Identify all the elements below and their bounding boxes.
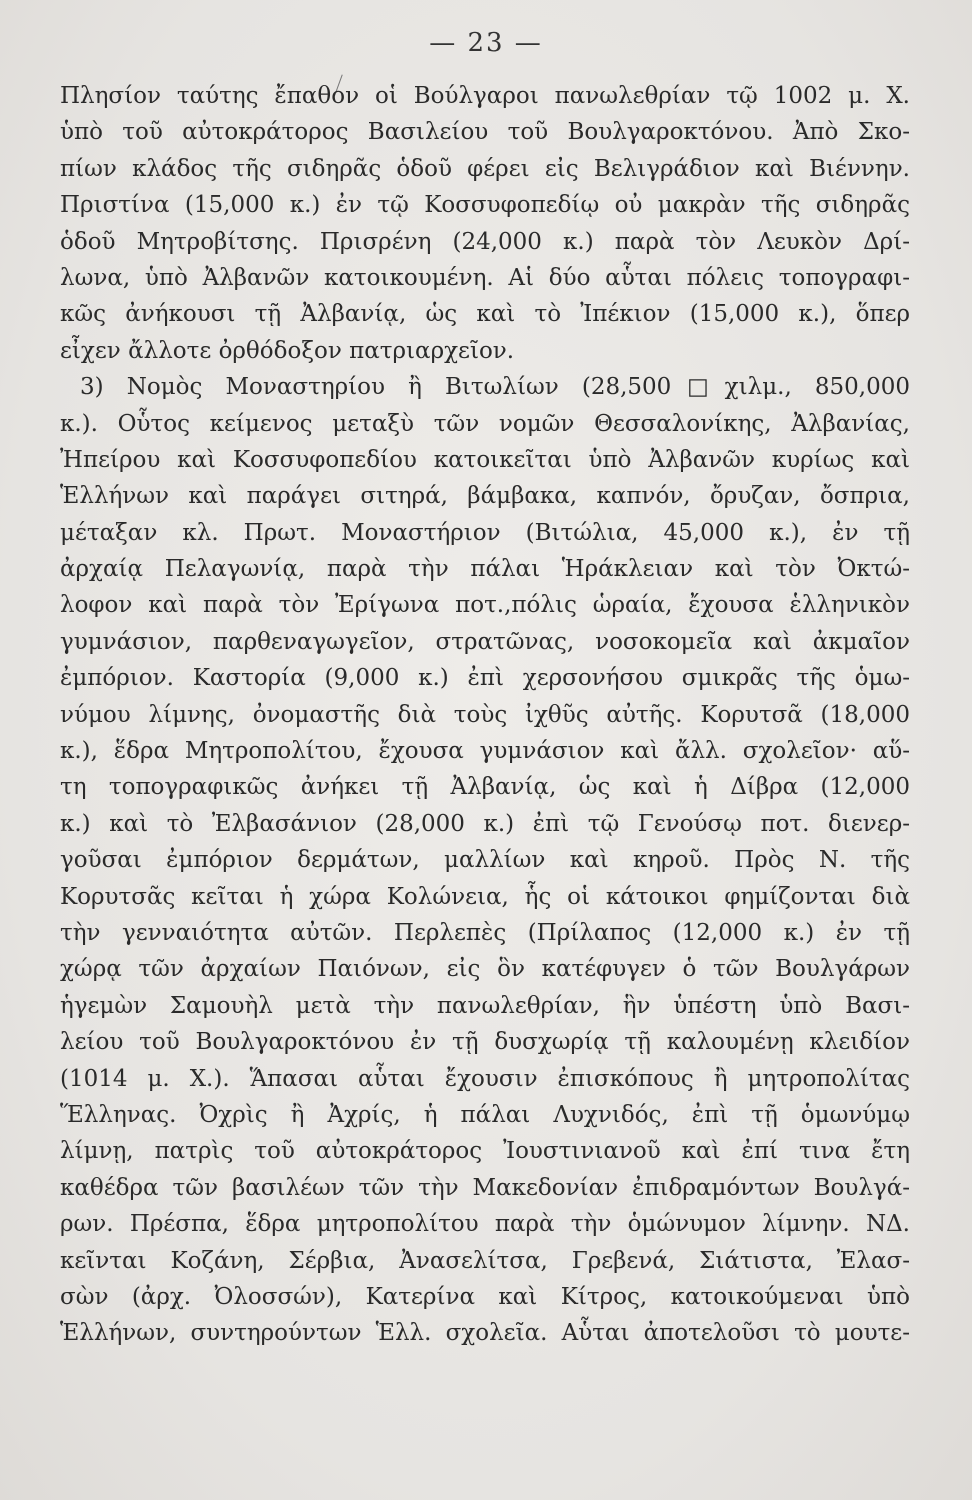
text-line: τη τοπογραφικῶς ἀνήκει τῇ Ἀλβανίᾳ, ὡς καὶ ἡ Δίβρα (12,000 [60, 774, 910, 801]
text-line: νύμου λίμνης, ὀνομαστῆς διὰ τοὺς ἰχθῦς αὐτῆς. Κορυτσᾶ (18,000 [60, 701, 910, 728]
text-line: γοῦσαι ἐμπόριον δερμάτων, μαλλίων καὶ κηροῦ. Πρὸς Ν. τῆς [60, 847, 910, 874]
text-line: Πριστίνα (15,000 κ.) ἐν τῷ Κοσσυφοπεδίῳ οὐ μακρὰν τῆς σιδηρᾶς [60, 192, 910, 219]
text-line: ὁδοῦ Μητροβίτσης. Πρισρένη (24,000 κ.) παρὰ τὸν Λευκὸν Δρί- [60, 228, 910, 255]
page-number: — 23 — [429, 28, 543, 58]
text-line: Ἑλλήνων καὶ παράγει σιτηρά, βάμβακα, καπνόν, ὄρυζαν, ὄσπρια, [60, 483, 910, 510]
text-line: τὴν γενναιότητα αὐτῶν. Περλεπὲς (Πρίλαπος (12,000 κ.) ἐν τῇ [60, 919, 910, 946]
text-line: Ἠπείρου καὶ Κοσσυφοπεδίου κατοικεῖται ὑπὸ Ἀλβανῶν κυρίως καὶ [60, 446, 910, 473]
text-line: κ.), ἕδρα Μητροπολίτου, ἔχουσα γυμνάσιον καὶ ἄλλ. σχολεῖον· αὕ- [60, 738, 910, 765]
body-text [60, 78, 910, 1352]
text-line: χώρᾳ τῶν ἀρχαίων Παιόνων, εἰς ὃν κατέφυγεν ὁ τῶν Βουλγάρων [60, 956, 910, 983]
text-line: ρων. Πρέσπα, ἕδρα μητροπολίτου παρὰ τὴν ὁμώνυμον λίμνην. ΝΔ. [60, 1211, 910, 1238]
text-line: κεῖνται Κοζάνη, Σέρβια, Ἀνασελίτσα, Γρεβενά, Σιάτιστα, Ἐλασ- [60, 1247, 910, 1274]
text-line: (1014 μ. Χ.). Ἅπασαι αὗται ἔχουσιν ἐπισκόπους ἢ μητροπολίτας [60, 1065, 910, 1092]
text-line: γυμνάσιον, παρθεναγωγεῖον, στρατῶνας, νοσοκομεῖα καὶ ἀκμαῖον [60, 628, 910, 655]
text-line: μέταξαν κλ. Πρωτ. Μοναστήριον (Βιτώλια, 45,000 κ.), ἐν τῇ [60, 519, 910, 546]
text-line: κ.). Οὗτος κείμενος μεταξὺ τῶν νομῶν Θεσσαλονίκης, Ἀλβανίας, [60, 410, 910, 437]
text-line: καθέδρα τῶν βασιλέων τῶν τὴν Μακεδονίαν ἐπιδραμόντων Βουλγά- [60, 1174, 910, 1201]
text-line: Ἕλληνας. Ὀχρὶς ἢ Ἀχρίς, ἡ πάλαι Λυχνιδός, ἐπὶ τῇ ὁμωνύμῳ [60, 1101, 910, 1128]
text-line: ἡγεμὼν Σαμουὴλ μετὰ τὴν πανωλεθρίαν, ἣν ὑπέστη ὑπὸ Βασι- [60, 992, 910, 1019]
text-line: λείου τοῦ Βουλγαροκτόνου ἐν τῇ δυσχωρίᾳ τῇ καλουμένῃ κλειδίον [60, 1029, 910, 1056]
text-line: Πλησίον ταύτης ἔπαθον οἱ Βούλγαροι πανωλεθρίαν τῷ 1002 μ. Χ. [60, 83, 910, 109]
text-line: Ἑλλήνων, συντηρούντων Ἑλλ. σχολεῖα. Αὗται ἀποτελοῦσι τὸ μουτε- [60, 1320, 910, 1347]
text-line: ὑπὸ τοῦ αὐτοκράτορος Βασιλείου τοῦ Βουλγαροκτόνου. Ἀπὸ Σκο- [60, 119, 910, 146]
text-line: ἐμπόριον. Καστορία (9,000 κ.) ἐπὶ χερσονήσου σμικρᾶς τῆς ὁμω- [60, 665, 910, 692]
text-line: εἶχεν ἄλλοτε ὀρθόδοξον πατριαρχεῖον. [60, 337, 515, 364]
text-line: κῶς ἀνήκουσι τῇ Ἀλβανίᾳ, ὡς καὶ τὸ Ἰπέκιον (15,000 κ.), ὅπερ [60, 301, 910, 328]
text-line: κ.) καὶ τὸ Ἐλβασάνιον (28,000 κ.) ἐπὶ τῷ Γενούσῳ ποτ. διενερ- [60, 810, 910, 837]
text-line: σὼν (ἀρχ. Ὀλοσσών), Κατερίνα καὶ Κίτρος, κατοικούμεναι ὑπὸ [60, 1283, 910, 1310]
text-line: λοφον καὶ παρὰ τὸν Ἐρίγωνα ποτ.,πόλις ὡραία, ἔχουσα ἑλληνικὸν [60, 592, 910, 619]
text-line: λίμνῃ, πατρὶς τοῦ αὐτοκράτορος Ἰουστινιανοῦ καὶ ἐπί τινα ἔτη [60, 1138, 910, 1165]
text-line: Κορυτσᾶς κεῖται ἡ χώρα Κολώνεια, ἧς οἱ κάτοικοι φημίζονται διὰ [60, 883, 910, 910]
text-line: πίων κλάδος τῆς σιδηρᾶς ὁδοῦ φέρει εἰς Βελιγράδιον καὶ Βιέννην. [60, 155, 910, 182]
text-line: λωνα, ὑπὸ Ἀλβανῶν κατοικουμένη. Αἱ δύο αὗται πόλεις τοπογραφι- [60, 264, 910, 291]
text-line: ἀρχαίᾳ Πελαγωνίᾳ, παρὰ τὴν πάλαι Ἡράκλειαν καὶ τὸν Ὀκτώ- [60, 556, 910, 583]
text-line: 3) Νομὸς Μοναστηρίου ἢ Βιτωλίων (28,500□χιλμ., 850,000 [80, 374, 910, 401]
